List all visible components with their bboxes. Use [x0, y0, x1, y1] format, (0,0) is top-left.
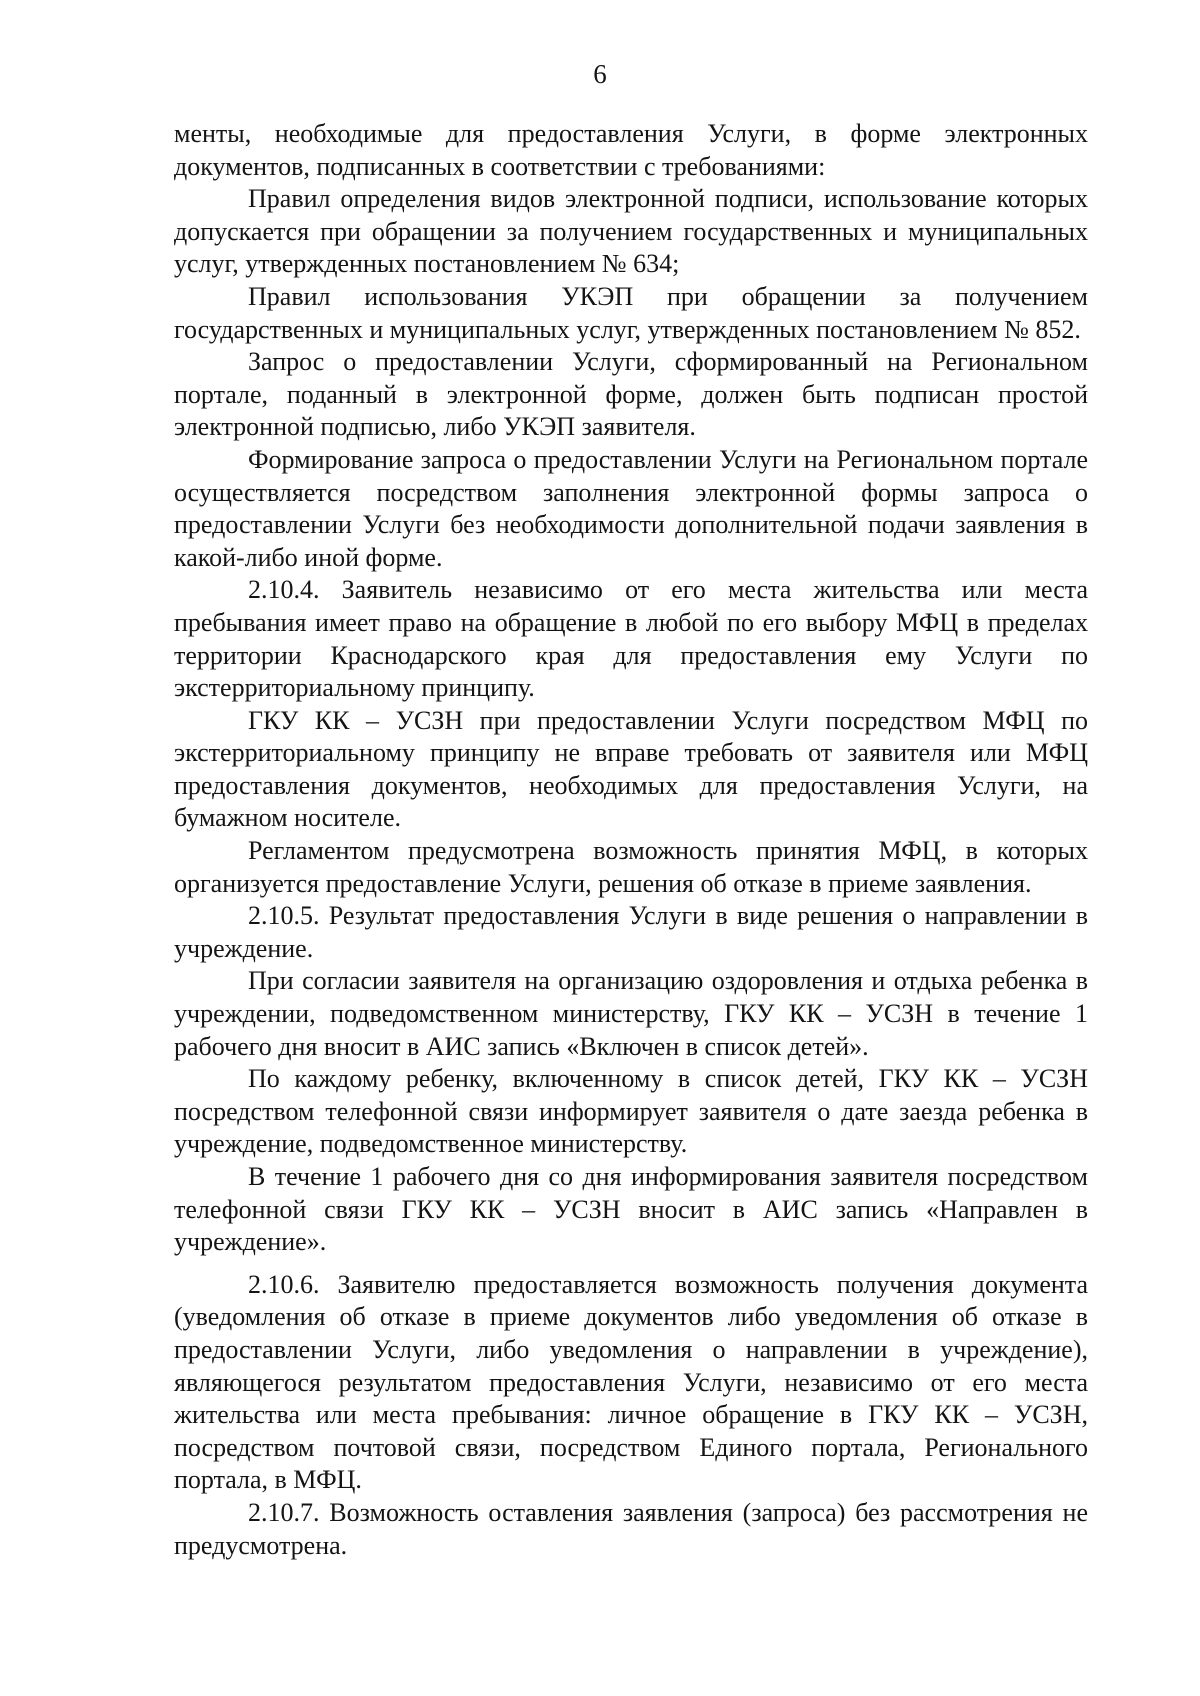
document-body: [174, 118, 1088, 1562]
paragraph-each-child: По каждому ребенку, включенному в список детей, ГКУ КК – УСЗН посредством телефонной связи информирует заявителя о дате заезда ребенка в учреждение, подведомственное министерству.: [174, 1064, 1088, 1159]
paragraph-2-10-6: 2.10.6. Заявителю предоставляется возможность получения документа (уведомления об отказе в приеме документов либо уведомления об отказе в предоставлении Услуги, либо уведомления о направлении в учреждение), являющегося результатом предоставления Услуги, независимо от его места жительства или места пребывания: личное обращение в ГКУ КК – УСЗН, посредством почтовой связи, посредством Единого портала, Регионального портала, в МФЦ.: [174, 1269, 1088, 1495]
paragraph-continuation: менты, необходимые для предоставления Услуги, в форме электронных документов, подписанных в соответствии с требованиями:: [174, 119, 1088, 181]
paragraph-2-10-5: 2.10.5. Результат предоставления Услуги в виде решения о направлении в учреждение.: [174, 901, 1088, 963]
paragraph-regulation-refusal: Регламентом предусмотрена возможность принятия МФЦ, в которых организуется предоставление Услуги, решения об отказе в приеме заявления.: [174, 836, 1088, 898]
paragraph-within-one-day: В течение 1 рабочего дня со дня информирования заявителя посредством телефонной связи ГКУ КК – УСЗН вносит в АИС запись «Направлен в учреждение».: [174, 1162, 1088, 1257]
paragraph-request-forming: Формирование запроса о предоставлении Услуги на Региональном портале осуществляется посредством заполнения электронной формы запроса о предоставлении Услуги без необходимости дополнительной подачи заявления в какой-либо иной форме.: [174, 444, 1088, 572]
paragraph-ukep-rules-852: Правил использования УКЭП при обращении за получением государственных и муниципальных услуг, утвержденных постановлением № 852.: [174, 281, 1088, 344]
paragraph-request-signature: Запрос о предоставлении Услуги, сформированный на Региональном портале, поданный в электронной форме, должен быть подписан простой электронной подписью, либо УКЭП заявителя.: [174, 347, 1088, 442]
page-number: 6: [593, 59, 607, 89]
paragraph-2-10-4: 2.10.4. Заявитель независимо от его места жительства или места пребывания имеет право на обращение в любой по его выбору МФЦ в пределах территории Краснодарского края для предоставления ему Услуги по экстерриториальному принципу.: [174, 575, 1088, 703]
paragraph-extraterritorial: ГКУ КК – УСЗН при предоставлении Услуги посредством МФЦ по экстерриториальному принципу не вправе требовать от заявителя или МФЦ предоставления документов, необходимых для предоставления Услуги, на бумажном носителе.: [174, 705, 1088, 833]
paragraph-signature-rules-634: Правил определения видов электронной подписи, использование которых допускается при обращении за получением государственных и муниципальных услуг, утвержденных постановлением № 634;: [174, 184, 1088, 279]
paragraph-consent: При согласии заявителя на организацию оздоровления и отдыха ребенка в учреждении, подведомственном министерству, ГКУ КК – УСЗН в течение 1 рабочего дня вносит в АИС запись «Включен в список детей».: [174, 966, 1088, 1061]
paragraph-2-10-7: 2.10.7. Возможность оставления заявления (запроса) без рассмотрения не предусмотрена.: [174, 1497, 1088, 1560]
